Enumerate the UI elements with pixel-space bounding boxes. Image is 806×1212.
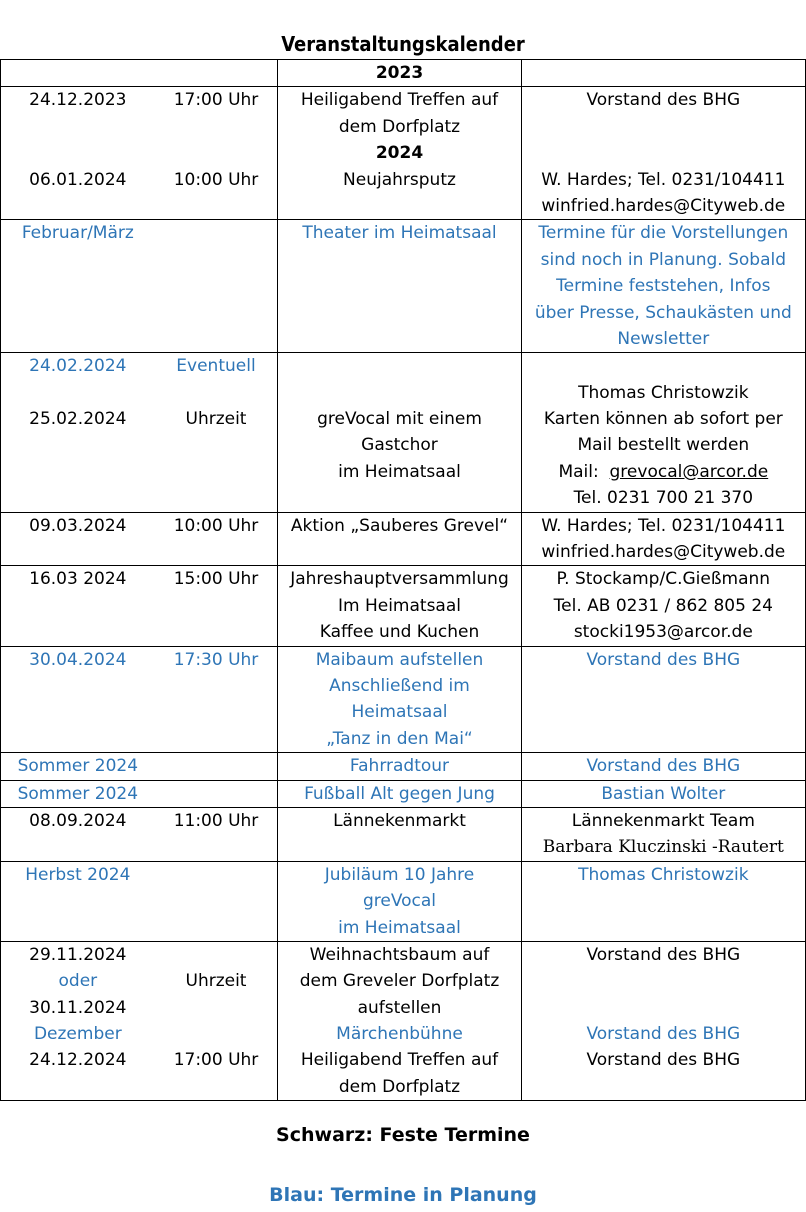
table-row xyxy=(1,807,806,861)
table-row xyxy=(1,646,806,753)
event-time: 17:30 Uhr xyxy=(173,649,259,670)
table-row xyxy=(1,861,806,941)
event-contact: Vorstand des BHG xyxy=(586,649,741,670)
event-contact: Vorstand des BHG xyxy=(586,1024,741,1045)
event-title: aufstellen xyxy=(357,997,442,1018)
event-title: im Heimatsaal xyxy=(338,461,461,482)
event-title: Aktion „Sauberes Grevel“ xyxy=(290,515,509,536)
event-contact xyxy=(522,459,805,485)
page-title: Veranstaltungskalender xyxy=(281,32,525,56)
table-row xyxy=(1,566,806,646)
event-title: Neujahrsputz xyxy=(343,169,456,190)
event-date: oder xyxy=(58,971,98,992)
event-contact: Vorstand des BHG xyxy=(586,1050,741,1071)
table-row xyxy=(1,353,806,512)
event-title: Maibaum aufstellen xyxy=(315,649,484,670)
mail-label: Mail: xyxy=(558,461,610,482)
event-time: 17:00 Uhr xyxy=(173,1050,259,1071)
event-date: Sommer 2024 xyxy=(17,756,139,777)
event-contact: Termine für die Vorstellungen xyxy=(538,223,789,244)
event-title: Weihnachtsbaum auf xyxy=(309,944,490,965)
event-title: Heiligabend Treffen auf xyxy=(300,90,499,111)
event-contact-email: stocki1953@arcor.de xyxy=(573,622,753,643)
event-title: Anschließend im xyxy=(329,675,470,696)
event-contact: Bastian Wolter xyxy=(601,783,726,804)
event-contact: Vorstand des BHG xyxy=(586,756,741,777)
event-date: 29.11.2024 xyxy=(29,944,127,965)
legend-fixed: Schwarz: Feste Termine xyxy=(276,1124,530,1146)
event-date: 24.02.2024 xyxy=(29,356,127,377)
event-date: Februar/März xyxy=(21,223,134,244)
event-date: 30.04.2024 xyxy=(29,649,127,670)
legend-planned: Blau: Termine in Planung xyxy=(269,1184,537,1206)
event-title: dem Greveler Dorfplatz xyxy=(299,971,500,992)
event-title: Märchenbühne xyxy=(336,1024,463,1045)
event-contact: Karten können ab sofort per xyxy=(543,409,783,430)
table-row xyxy=(1,220,806,353)
event-date: 06.01.2024 xyxy=(29,169,127,190)
year-heading: 2023 xyxy=(375,63,424,83)
event-date: Sommer 2024 xyxy=(17,783,139,804)
table-row xyxy=(1,60,806,87)
event-contact: Thomas Christowzik xyxy=(578,864,749,885)
event-contact: Barbara Kluczinski -Rautert xyxy=(542,837,784,858)
event-title: Kaffee und Kuchen xyxy=(319,622,480,643)
table-row xyxy=(1,780,806,807)
event-contact: über Presse, Schaukästen und xyxy=(534,302,792,323)
event-title: Heiligabend Treffen auf xyxy=(300,1050,499,1071)
event-title: Jahreshauptversammlung xyxy=(290,569,509,590)
event-title: Lännekenmarkt xyxy=(333,810,466,831)
event-contact: Mail bestellt werden xyxy=(577,435,750,456)
event-time: 10:00 Uhr xyxy=(173,515,259,536)
event-date: 16.03 2024 xyxy=(29,569,127,590)
event-contact: sind noch in Planung. Sobald xyxy=(540,249,787,270)
event-contact: Vorstand des BHG xyxy=(586,90,741,111)
event-title: dem Dorfplatz xyxy=(338,1076,461,1097)
event-contact: W. Hardes; Tel. 0231/104411 xyxy=(541,169,786,190)
event-time: 10:00 Uhr xyxy=(173,169,259,190)
event-time: 15:00 Uhr xyxy=(173,569,259,590)
event-calendar-table xyxy=(0,59,806,1101)
event-date: 30.11.2024 xyxy=(29,997,127,1018)
event-contact: P. Stockamp/C.Gießmann xyxy=(556,569,771,590)
event-contact: Vorstand des BHG xyxy=(586,944,741,965)
event-contact: Tel. 0231 700 21 370 xyxy=(573,488,754,509)
event-contact: Termine feststehen, Infos xyxy=(556,276,771,297)
event-date: Dezember xyxy=(33,1024,122,1045)
event-contact-email: winfried.hardes@Cityweb.de xyxy=(541,195,786,216)
year-heading: 2024 xyxy=(375,143,424,164)
event-title: im Heimatsaal xyxy=(338,917,461,938)
event-contact: W. Hardes; Tel. 0231/104411 xyxy=(541,515,786,536)
event-date: 08.09.2024 xyxy=(29,810,127,831)
table-row xyxy=(1,941,806,1100)
event-contact: Lännekenmarkt Team xyxy=(571,810,755,831)
event-date: 25.02.2024 xyxy=(29,409,127,430)
event-date: 09.03.2024 xyxy=(29,515,127,536)
event-date: Herbst 2024 xyxy=(25,864,131,885)
event-title: greVocal xyxy=(362,891,437,912)
event-contact: Newsletter xyxy=(617,328,710,349)
event-title: Heimatsaal xyxy=(351,702,448,723)
event-title: Theater im Heimatsaal xyxy=(302,223,497,244)
event-time: Uhrzeit xyxy=(185,971,247,992)
event-title: Fußball Alt gegen Jung xyxy=(304,783,495,804)
table-row xyxy=(1,512,806,566)
event-title: dem Dorfplatz xyxy=(338,116,461,137)
event-title: Gastchor xyxy=(361,435,438,456)
table-row xyxy=(1,753,806,780)
event-date: 24.12.2023 xyxy=(29,90,127,111)
email-link[interactable]: grevocal@arcor.de xyxy=(609,461,769,482)
event-date: 24.12.2024 xyxy=(29,1050,127,1071)
event-time: Uhrzeit xyxy=(185,409,247,430)
event-title: greVocal mit einem xyxy=(317,409,482,430)
event-time: 17:00 Uhr xyxy=(173,90,259,111)
event-time: 11:00 Uhr xyxy=(173,810,259,831)
event-time: Eventuell xyxy=(176,356,256,377)
event-contact: Thomas Christowzik xyxy=(578,382,749,403)
event-contact-email: winfried.hardes@Cityweb.de xyxy=(541,542,786,563)
event-contact: Tel. AB 0231 / 862 805 24 xyxy=(553,595,773,616)
event-title: Im Heimatsaal xyxy=(337,595,461,616)
event-title: „Tanz in den Mai“ xyxy=(326,728,473,749)
table-row xyxy=(1,87,806,220)
event-title: Jubiläum 10 Jahre xyxy=(324,864,475,885)
event-title: Fahrradtour xyxy=(349,756,450,777)
